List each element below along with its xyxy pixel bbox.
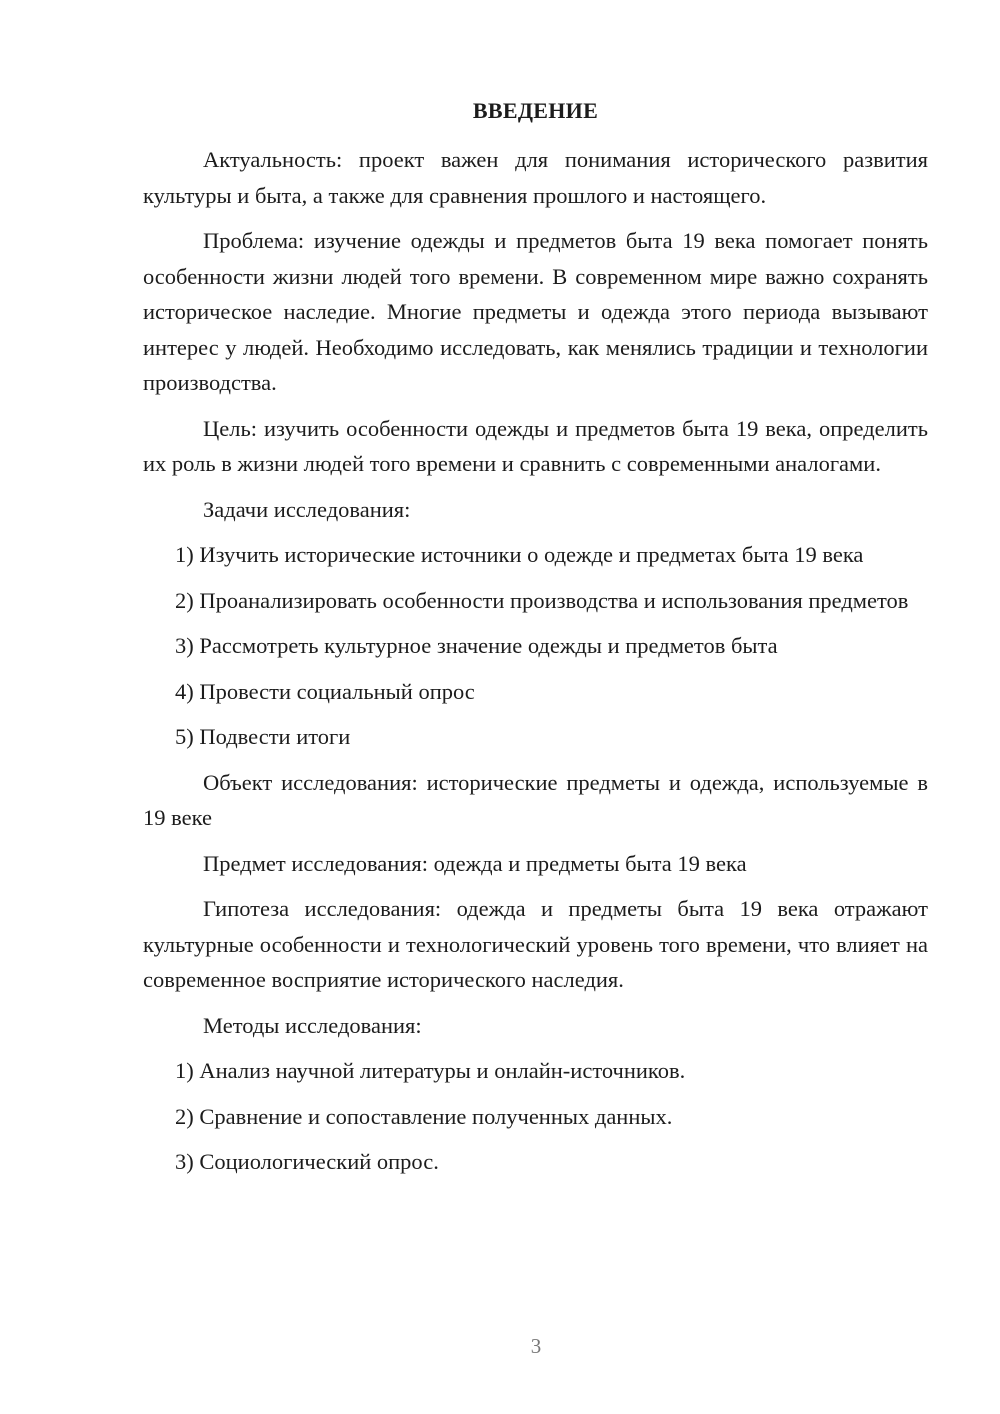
section-heading: ВВЕДЕНИЕ [472, 98, 599, 123]
page-number: 3 [530, 1334, 542, 1358]
task-item: 2) Проанализировать особенности производства и использования предметов [175, 587, 909, 613]
task-item: 1) Изучить исторические источники о одежде и предметах быта 19 века [175, 542, 864, 567]
subject-paragraph: Предмет исследования: одежда и предметы быта 19 века [203, 850, 747, 876]
method-item: 3) Социологический опрос. [175, 1149, 439, 1174]
methods-title: Методы исследования: [203, 1012, 422, 1038]
task-item: 5) Подвести итоги [175, 724, 351, 749]
method-item: 1) Анализ научной литературы и онлайн-источников. [175, 1058, 686, 1083]
hypothesis-paragraph: Гипотеза исследования: одежда и предметы быта 19 века отражают культурные особенности и технологический уровень того времени, что влияет на современное восприятие исторического наследия. [143, 896, 928, 992]
task-item: 3) Рассмотреть культурное значение одежды и предметов быта [175, 633, 778, 658]
method-item: 2) Сравнение и сопоставление полученных данных. [175, 1103, 673, 1129]
tasks-title: Задачи исследования: [203, 496, 411, 522]
document-page [143, 96, 928, 1190]
goal-paragraph: Цель: изучить особенности одежды и предметов быта 19 века, определить их роль в жизни людей того времени и сравнить с современными аналогами. [143, 415, 928, 476]
object-paragraph: Объект исследования: исторические предметы и одежда, используемые в 19 веке [143, 769, 928, 830]
problem-paragraph: Проблема: изучение одежды и предметов быта 19 века помогает понять особенности жизни людей того времени. В современном мире важно сохранять историческое наследие. Многие предметы и одежда этого периода вызывают интерес у людей. Необходимо исследовать, как менялись традиции и технологии производства. [143, 228, 928, 395]
task-item: 4) Провести социальный опрос [175, 678, 475, 704]
relevance-paragraph: Актуальность: проект важен для понимания исторического развития культуры и быта, а также для сравнения прошлого и настоящего. [143, 147, 928, 208]
